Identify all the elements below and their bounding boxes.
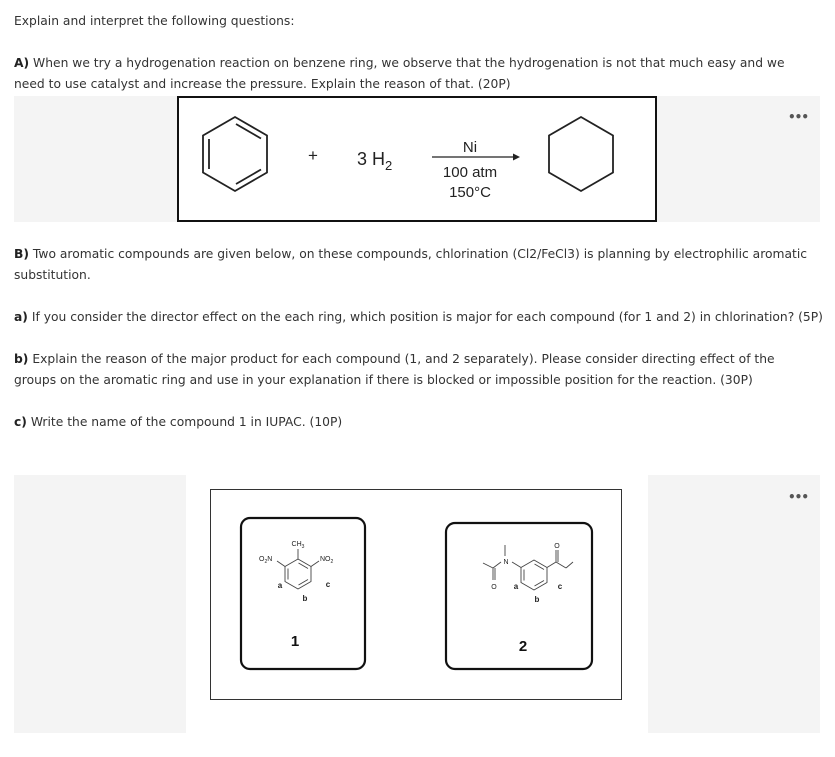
catalyst-label: Ni (462, 139, 478, 156)
reaction-image-more-menu[interactable]: ••• (788, 110, 809, 124)
question-b-a-text: If you consider the director effect on the each ring, which position is major for each compound (for 1 and 2) in chlorination? (5P) (27, 310, 823, 324)
compounds-scheme (211, 490, 620, 698)
compound-2-position-c: c (557, 582, 563, 591)
temperature-label: 150°C (449, 184, 491, 201)
hydrogen-reagent: 3 $H_2$ (357, 149, 393, 173)
question-b-c (14, 412, 814, 433)
question-b-b (14, 349, 814, 391)
benzene-structure (203, 117, 267, 191)
reaction-arrow-head (513, 154, 520, 161)
pressure-label: 100 atm (442, 164, 498, 181)
compounds-image-right-margin (648, 475, 820, 733)
question-b-b-label: b) (14, 352, 29, 366)
compounds-image-left-margin (14, 475, 186, 733)
compound-2-oxygen-right: O (554, 543, 560, 550)
compounds-frame (210, 489, 622, 700)
compound-2-position-b: b (534, 595, 540, 604)
compound-2-oxygen-left: O (491, 584, 497, 591)
question-b-label: B) (14, 247, 29, 261)
reaction-frame (177, 96, 657, 222)
compound-1-right-nitro-group: $NO_2$ (320, 556, 334, 565)
question-b-c-label: c) (14, 415, 27, 429)
compound-1-position-a: a (277, 581, 283, 590)
compound-1-number: 1 (290, 633, 300, 650)
intro-text: Explain and interpret the following questions: (14, 14, 295, 28)
compounds-image-more-menu[interactable]: ••• (788, 490, 809, 504)
compound-2-position-a: a (513, 582, 519, 591)
hydrogenation-reaction-scheme (179, 98, 655, 220)
question-a-label: A) (14, 56, 30, 70)
compound-2-number: 2 (518, 638, 528, 655)
question-a (14, 53, 814, 95)
question-b-b-text: Explain the reason of the major product for each compound (1, and 2 separately). Please consider directing effect of the groups on the aromatic ring and use in your explanation if there is blocked or impossible position for the reaction. (30P) (14, 352, 775, 387)
compound-1-position-b: b (302, 594, 308, 603)
compound-2-nitrogen: N (503, 559, 509, 566)
question-b-a-label: a) (14, 310, 28, 324)
question-b-c-text: Write the name of the compound 1 in IUPAC. (10P) (26, 415, 343, 429)
compound-1-structure (277, 549, 319, 589)
cyclohexane-structure (549, 117, 613, 191)
question-b (14, 244, 814, 286)
question-b-text: Two aromatic compounds are given below, on these compounds, chlorination (Cl2/FeCl3) is planning by electrophilic aromatic substitution. (14, 247, 808, 282)
question-b-a (14, 307, 824, 328)
question-a-text: When we try a hydrogenation reaction on benzene ring, we observe that the hydrogenation is not that much easy and we need to use catalyst and increase the pressure. Explain the reason of that. (20P) (14, 56, 785, 91)
compound-1-methyl-group: $CH_3$ (291, 541, 305, 550)
compound-1-position-c: c (325, 580, 331, 589)
compound-1-left-nitro-group: $O_2N$ (259, 556, 273, 565)
plus-sign: + (308, 146, 318, 165)
